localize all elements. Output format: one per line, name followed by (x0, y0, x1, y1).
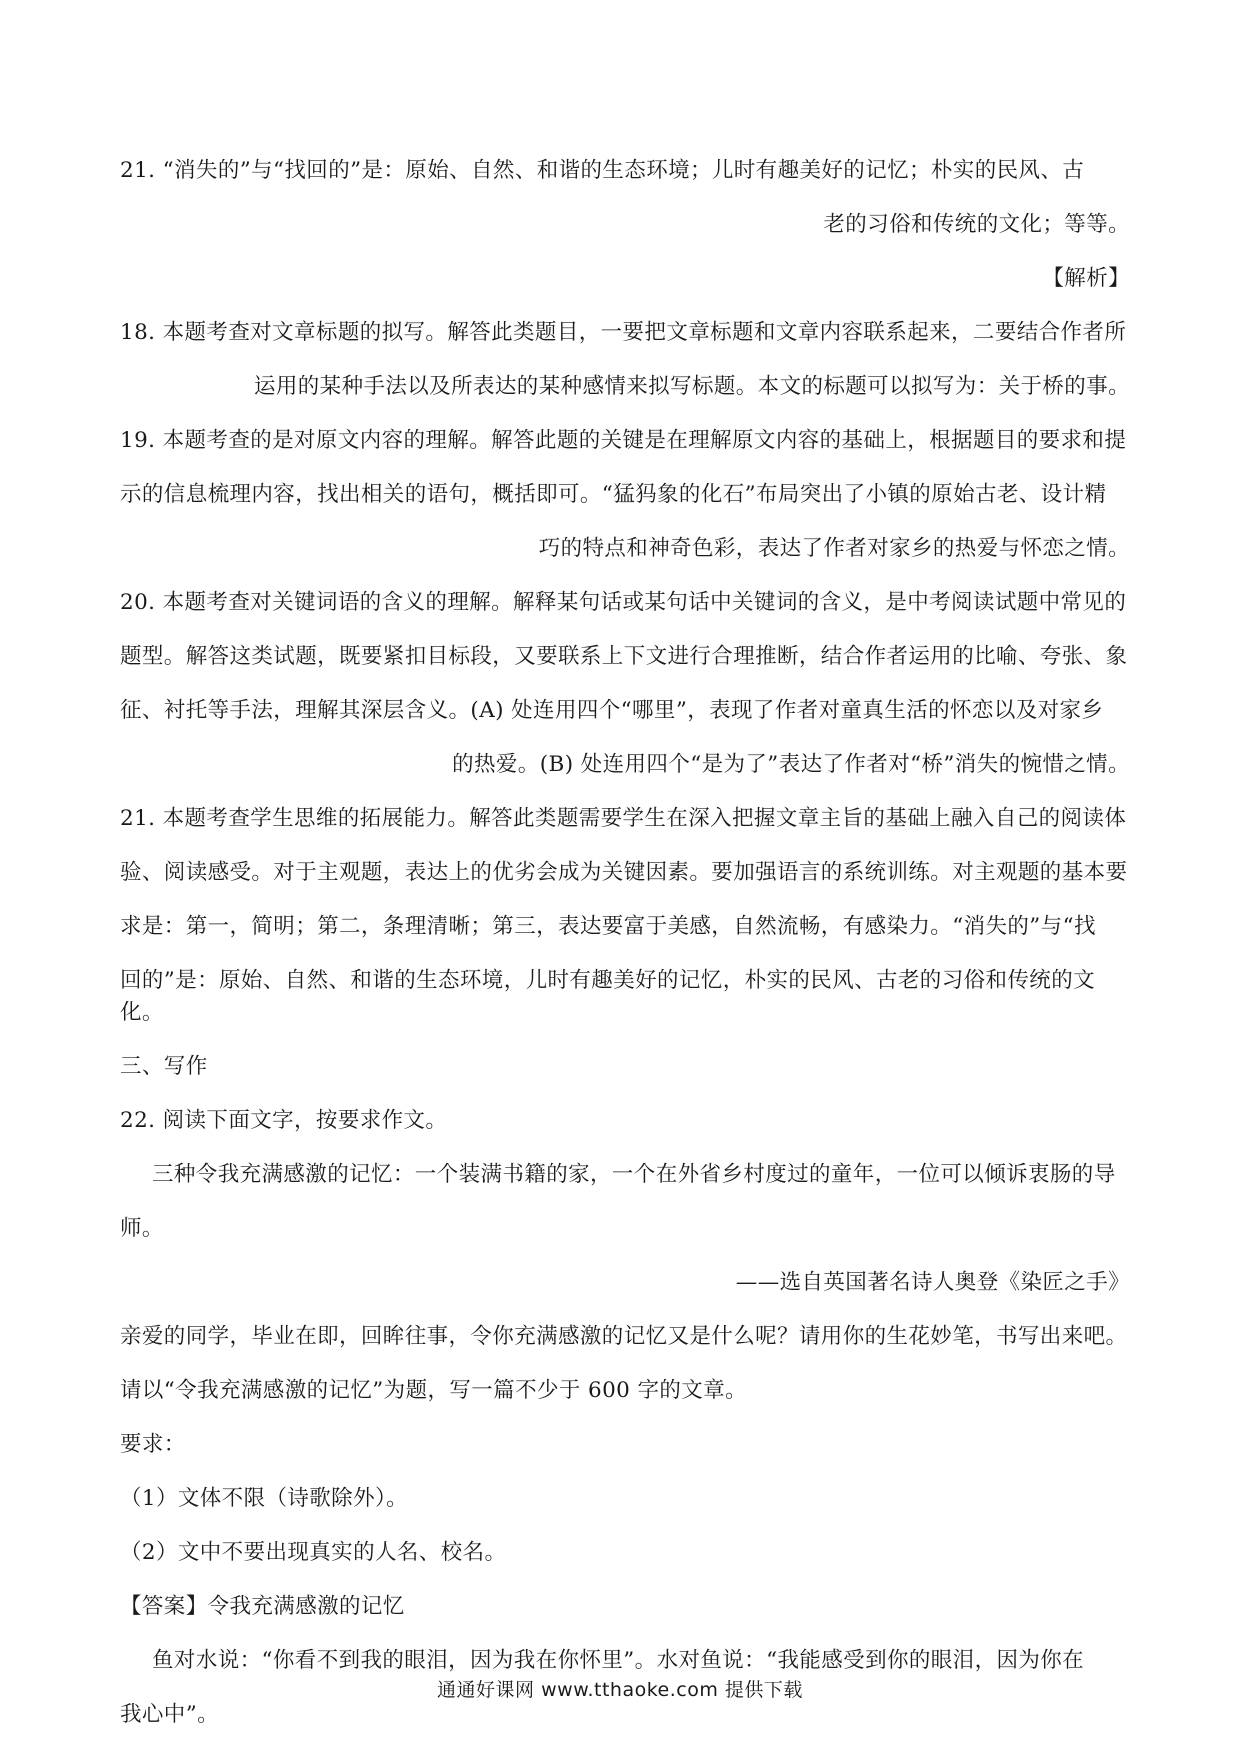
page-content (120, 155, 1130, 1731)
analysis-21-line: 21. 本题考查学生思维的拓展能力。解答此类题需要学生在深入把握文章主旨的基础上融入自己的阅读体 (120, 806, 1127, 831)
footer-suffix: 提供下载 (724, 1679, 803, 1701)
requirement-item: （2）文中不要出现真实的人名、校名。 (120, 1540, 507, 1565)
prompt-line: 请以“令我充满感激的记忆”为题，写一篇不少于 600 字的文章。 (120, 1378, 747, 1403)
analysis-19-line: 巧的特点和神奇色彩，表达了作者对家乡的热爱与怀恋之情。 (538, 536, 1130, 561)
question-22: 22. 阅读下面文字，按要求作文。 (120, 1108, 448, 1133)
section-heading-writing: 三、写作 (120, 1054, 208, 1079)
analysis-21-line: 回的”是：原始、自然、和谐的生态环境，儿时有趣美好的记忆，朴实的民风、古老的习俗和传统的文化。 (120, 968, 1095, 1025)
footer-site-name: 通通好课网 (437, 1679, 535, 1701)
analysis-20-line: 题型。解答这类试题，既要紧扣目标段，又要联系上下文进行合理推断，结合作者运用的比喻、夸张、象 (120, 644, 1128, 669)
analysis-18-line: 运用的某种手法以及所表达的某种感情来拟写标题。本文的标题可以拟写为：关于桥的事。 (253, 374, 1130, 399)
quote-line: 师。 (120, 1216, 164, 1241)
answer-21-line: 老的习俗和传统的文化；等等。 (823, 212, 1130, 237)
page-footer (0, 1675, 1240, 1702)
answer-21-line: 21. “消失的”与“找回的”是：原始、自然、和谐的生态环境；儿时有趣美好的记忆；朴实的民风、古 (120, 158, 1085, 183)
prompt-line: 亲爱的同学，毕业在即，回眸往事，令你充满感激的记忆又是什么呢？请用你的生花妙笔，书写出来吧。 (120, 1324, 1128, 1349)
analysis-21-line: 验、阅读感受。对于主观题，表达上的优劣会成为关键因素。要加强语言的系统训练。对主观题的基本要 (120, 860, 1128, 885)
analysis-20-line: 20. 本题考查对关键词语的含义的理解。解释某句话或某句话中关键词的含义，是中考阅读试题中常见的 (120, 590, 1127, 615)
essay-line: 我心中”。 (120, 1702, 219, 1727)
footer-url[interactable]: www.tthaoke.com (541, 1679, 719, 1701)
essay-line: 鱼对水说：“你看不到我的眼泪，因为我在你怀里”。水对鱼说：“我能感受到你的眼泪，因为你在 (152, 1648, 1085, 1673)
quote-source: ——选自英国著名诗人奥登《染匠之手》 (735, 1270, 1130, 1295)
quote-line: 三种令我充满感激的记忆：一个装满书籍的家，一个在外省乡村度过的童年，一位可以倾诉衷肠的导 (152, 1162, 1116, 1187)
analysis-18-line: 18. 本题考查对文章标题的拟写。解答此类题目，一要把文章标题和文章内容联系起来，二要结合作者所 (120, 320, 1127, 345)
answer-heading: 【答案】令我充满感激的记忆 (120, 1594, 405, 1619)
analysis-20-line: 的热爱。(B) 处连用四个“是为了”表达了作者对“桥”消失的惋惜之情。 (452, 752, 1130, 777)
requirement-item: （1）文体不限（诗歌除外）。 (120, 1486, 409, 1511)
analysis-21-line: 求是：第一，简明；第二，条理清晰；第三，表达要富于美感，自然流畅，有感染力。“消失的”与“找 (120, 914, 1096, 939)
analysis-19-line: 示的信息梳理内容，找出相关的语句，概括即可。“猛犸象的化石”布局突出了小镇的原始古老、设计精 (120, 482, 1107, 507)
requirements-heading: 要求： (120, 1432, 186, 1457)
analysis-heading: 【解析】 (1042, 266, 1130, 291)
analysis-20-line: 征、衬托等手法，理解其深层含义。(A) 处连用四个“哪里”，表现了作者对童真生活的怀恋以及对家乡 (120, 698, 1104, 723)
analysis-19-line: 19. 本题考查的是对原文内容的理解。解答此题的关键是在理解原文内容的基础上，根据题目的要求和提 (120, 428, 1127, 453)
